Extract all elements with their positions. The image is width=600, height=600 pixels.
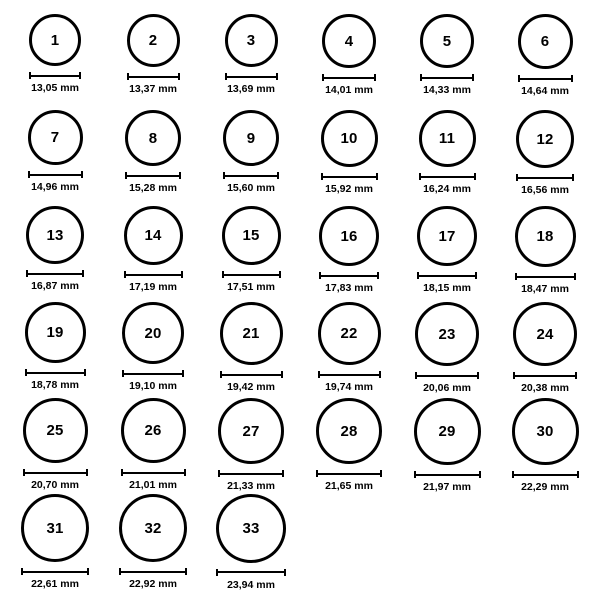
diameter-measure-bar	[420, 73, 474, 82]
measure-line	[26, 270, 84, 277]
diameter-measure-bar	[218, 469, 284, 478]
ring-size-cell	[202, 14, 300, 110]
ring-size-cell	[6, 494, 104, 590]
diameter-measure-bar	[121, 468, 186, 477]
diameter-value: 19,74 mm	[325, 381, 373, 393]
ring-size-label: 23	[438, 325, 456, 343]
diameter-measure-bar	[127, 72, 180, 81]
ring-size-cell	[6, 398, 104, 494]
ring-circle	[518, 14, 573, 69]
diameter-measure-bar	[516, 173, 574, 182]
diameter-measure-bar	[512, 470, 579, 479]
ring-size-label: 21	[242, 325, 260, 342]
ring-size-cell	[496, 398, 594, 494]
diameter-measure-bar	[316, 469, 382, 478]
ring-size-cell	[202, 110, 300, 206]
ring-size-cell	[202, 206, 300, 302]
ring-size-label: 25	[46, 422, 64, 439]
ring-size-cell	[398, 14, 496, 110]
ring-size-cell	[496, 110, 594, 206]
measure-line	[513, 372, 577, 379]
diameter-measure-bar	[21, 567, 89, 576]
measure-line	[127, 73, 180, 80]
ring-size-label: 31	[46, 519, 64, 537]
diameter-measure-bar	[322, 73, 376, 82]
ring-size-cell	[104, 302, 202, 398]
diameter-value: 17,19 mm	[129, 281, 177, 293]
ring-size-label: 18	[536, 228, 554, 245]
ring-circle	[218, 398, 284, 464]
ring-circle	[420, 14, 474, 68]
ring-circle	[122, 302, 184, 364]
ring-size-label: 30	[536, 423, 554, 440]
diameter-value: 14,64 mm	[521, 85, 569, 97]
ring-size-cell	[6, 206, 104, 302]
measure-line	[223, 172, 279, 179]
ring-size-label: 22	[340, 325, 358, 342]
ring-size-cell	[6, 302, 104, 398]
diameter-value: 13,37 mm	[129, 83, 177, 95]
diameter-value: 21,01 mm	[129, 479, 177, 491]
ring-size-cell	[300, 398, 398, 494]
ring-circle	[417, 206, 477, 266]
diameter-value: 19,10 mm	[129, 380, 177, 392]
diameter-value: 22,61 mm	[31, 578, 79, 590]
measure-line	[25, 369, 86, 376]
diameter-value: 17,51 mm	[227, 281, 275, 293]
diameter-measure-bar	[318, 370, 381, 379]
measure-line	[122, 370, 184, 377]
ring-size-label: 3	[246, 32, 256, 49]
ring-size-label: 17	[438, 227, 456, 245]
ring-size-cell	[6, 14, 104, 110]
ring-size-cell	[398, 110, 496, 206]
diameter-measure-bar	[28, 170, 83, 179]
diameter-value: 21,97 mm	[423, 481, 471, 493]
ring-size-label: 8	[148, 129, 158, 147]
measure-line	[319, 272, 379, 279]
diameter-measure-bar	[321, 172, 378, 181]
diameter-value: 16,24 mm	[423, 183, 471, 195]
diameter-value: 22,29 mm	[521, 481, 569, 493]
ring-size-label: 10	[340, 130, 358, 147]
ring-size-label: 19	[46, 324, 64, 341]
measure-line	[414, 471, 481, 478]
measure-line	[222, 271, 281, 278]
diameter-value: 13,69 mm	[227, 83, 275, 95]
diameter-value: 21,65 mm	[325, 480, 373, 492]
ring-size-cell	[202, 398, 300, 494]
diameter-value: 18,78 mm	[31, 379, 79, 391]
diameter-measure-bar	[124, 270, 183, 279]
ring-circle	[216, 494, 286, 563]
ring-size-cell	[104, 398, 202, 494]
measure-line	[28, 171, 83, 178]
ring-circle	[414, 398, 481, 465]
ring-circle	[512, 398, 579, 465]
measure-line	[21, 568, 89, 575]
diameter-value: 16,87 mm	[31, 280, 79, 292]
ring-circle	[23, 398, 88, 463]
diameter-value: 15,60 mm	[227, 182, 275, 194]
measure-line	[512, 471, 579, 478]
ring-size-label: 32	[144, 519, 162, 537]
diameter-measure-bar	[25, 368, 86, 377]
ring-size-grid	[6, 14, 594, 590]
measure-line	[316, 470, 382, 477]
diameter-value: 20,38 mm	[521, 382, 569, 394]
ring-size-label: 15	[242, 227, 260, 244]
measure-line	[124, 271, 183, 278]
ring-size-cell	[300, 302, 398, 398]
ring-circle	[25, 302, 86, 363]
ring-size-cell	[496, 206, 594, 302]
ring-circle	[28, 110, 83, 165]
ring-size-cell	[202, 302, 300, 398]
ring-circle	[321, 110, 378, 167]
diameter-value: 18,47 mm	[521, 283, 569, 295]
diameter-value: 18,15 mm	[423, 282, 471, 294]
measure-line	[417, 272, 477, 279]
measure-line	[321, 173, 378, 180]
diameter-measure-bar	[23, 468, 88, 477]
diameter-measure-bar	[414, 470, 481, 479]
ring-size-label: 5	[442, 32, 452, 50]
diameter-value: 14,01 mm	[325, 84, 373, 96]
diameter-value: 19,42 mm	[227, 381, 275, 393]
ring-size-cell	[300, 110, 398, 206]
diameter-measure-bar	[125, 171, 181, 180]
ring-circle	[119, 494, 187, 562]
ring-size-label: 1	[50, 31, 60, 49]
ring-size-cell	[104, 14, 202, 110]
diameter-value: 23,94 mm	[227, 578, 275, 591]
diameter-value: 14,33 mm	[423, 84, 471, 96]
ring-size-label: 11	[438, 130, 456, 147]
diameter-measure-bar	[515, 272, 576, 281]
ring-circle	[515, 206, 576, 267]
diameter-value: 20,70 mm	[31, 479, 79, 491]
diameter-value: 14,96 mm	[31, 181, 79, 193]
measure-line	[29, 72, 81, 79]
measure-line	[225, 73, 278, 80]
measure-line	[220, 371, 283, 378]
diameter-value: 17,83 mm	[325, 282, 373, 294]
diameter-measure-bar	[29, 71, 81, 80]
ring-circle	[220, 302, 283, 365]
measure-line	[419, 173, 476, 180]
ring-circle	[316, 398, 382, 464]
ring-circle	[121, 398, 186, 463]
ring-size-label: 29	[438, 423, 456, 440]
ring-circle	[225, 14, 278, 67]
ring-size-cell	[104, 110, 202, 206]
diameter-measure-bar	[419, 172, 476, 181]
measure-line	[515, 273, 576, 280]
diameter-measure-bar	[513, 371, 577, 380]
ring-size-label: 6	[540, 33, 550, 50]
diameter-measure-bar	[223, 171, 279, 180]
ring-size-cell	[300, 206, 398, 302]
ring-size-cell	[104, 206, 202, 302]
ring-circle	[21, 494, 89, 562]
diameter-measure-bar	[415, 371, 479, 380]
ring-size-label: 7	[50, 129, 60, 146]
diameter-value: 21,33 mm	[227, 480, 275, 492]
ring-size-label: 4	[344, 32, 354, 50]
diameter-value: 15,92 mm	[325, 183, 373, 195]
ring-size-cell	[496, 302, 594, 398]
measure-line	[218, 470, 284, 477]
ring-size-label: 24	[536, 325, 554, 343]
ring-circle	[125, 110, 181, 166]
diameter-measure-bar	[26, 269, 84, 278]
ring-size-cell	[398, 398, 496, 494]
measure-line	[516, 174, 574, 181]
measure-line	[216, 569, 286, 576]
ring-size-label: 28	[340, 422, 358, 440]
measure-line	[322, 74, 376, 81]
diameter-measure-bar	[518, 74, 573, 83]
diameter-value: 20,06 mm	[423, 382, 471, 394]
ring-size-cell	[104, 494, 202, 590]
measure-line	[415, 372, 479, 379]
ring-size-label: 13	[46, 226, 64, 244]
ring-circle	[318, 302, 381, 365]
ring-circle	[513, 302, 577, 366]
diameter-measure-bar	[225, 72, 278, 81]
diameter-value: 22,92 mm	[129, 578, 177, 590]
ring-circle	[415, 302, 479, 366]
measure-line	[125, 172, 181, 179]
diameter-measure-bar	[216, 568, 286, 577]
ring-circle	[223, 110, 279, 166]
diameter-value: 15,28 mm	[129, 182, 177, 194]
ring-circle	[29, 14, 81, 66]
ring-size-cell	[496, 14, 594, 110]
ring-circle	[222, 206, 281, 265]
measure-line	[119, 568, 187, 575]
measure-line	[121, 469, 186, 476]
diameter-measure-bar	[220, 370, 283, 379]
diameter-measure-bar	[319, 271, 379, 280]
ring-size-label: 20	[144, 324, 162, 342]
measure-line	[420, 74, 474, 81]
diameter-value: 16,56 mm	[521, 184, 569, 196]
ring-circle	[516, 110, 574, 168]
measure-line	[23, 469, 88, 476]
ring-size-cell	[300, 14, 398, 110]
ring-size-label: 2	[148, 32, 158, 49]
ring-size-cell	[398, 302, 496, 398]
diameter-measure-bar	[417, 271, 477, 280]
ring-size-label: 26	[144, 422, 162, 439]
ring-size-cell	[398, 206, 496, 302]
ring-circle	[319, 206, 379, 266]
measure-line	[318, 371, 381, 378]
ring-size-label: 14	[144, 227, 162, 244]
ring-circle	[26, 206, 84, 264]
diameter-measure-bar	[119, 567, 187, 576]
ring-size-label: 27	[242, 422, 260, 440]
ring-size-label: 33	[242, 519, 260, 537]
ring-size-label: 9	[246, 129, 256, 147]
ring-circle	[322, 14, 376, 68]
ring-size-cell	[202, 494, 300, 590]
ring-circle	[419, 110, 476, 167]
ring-circle	[124, 206, 183, 265]
diameter-measure-bar	[222, 270, 281, 279]
measure-line	[518, 75, 573, 82]
diameter-value: 13,05 mm	[31, 82, 79, 94]
ring-size-cell	[6, 110, 104, 206]
ring-size-label: 12	[536, 130, 554, 148]
ring-circle	[127, 14, 180, 67]
diameter-measure-bar	[122, 369, 184, 378]
ring-size-label: 16	[340, 227, 358, 245]
